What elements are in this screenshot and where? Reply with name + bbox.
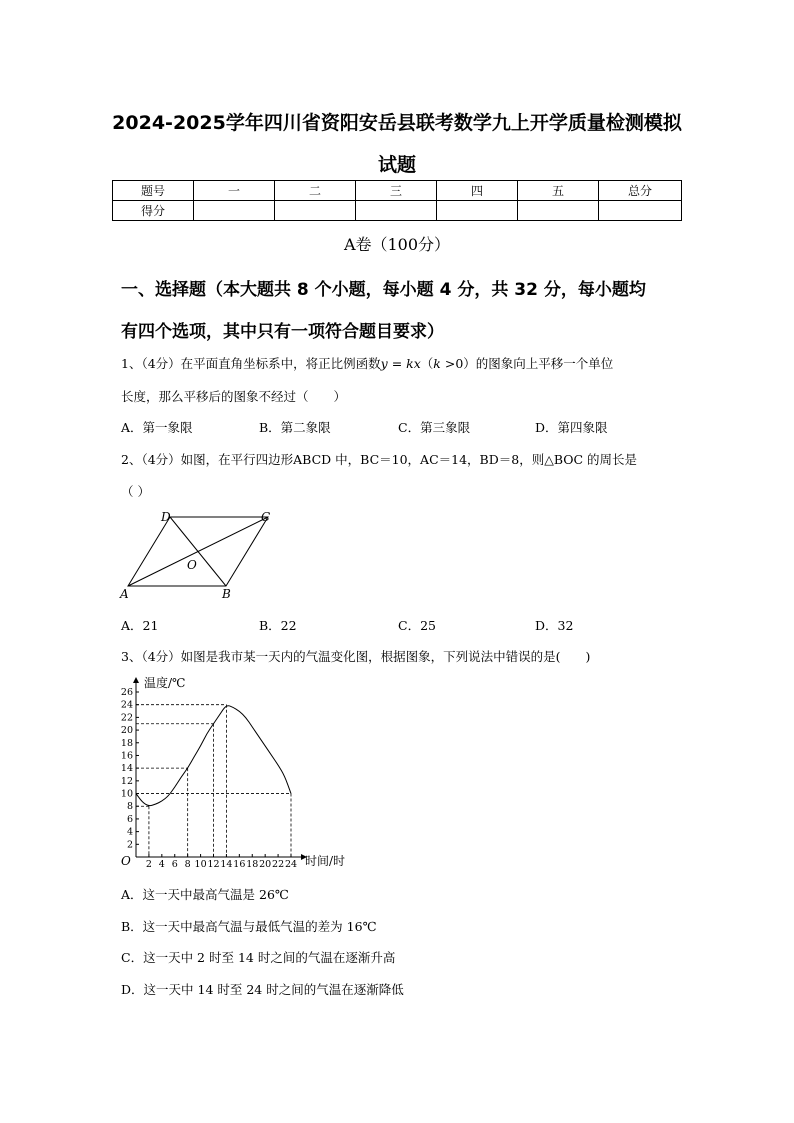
q1-option-d[interactable]: D．第四象限 <box>535 420 608 435</box>
x-tick-label: 24 <box>284 859 298 870</box>
x-axis-label: 时间/时 <box>305 854 346 868</box>
label-b: B <box>222 587 231 601</box>
score-cell: 五 <box>518 181 599 201</box>
score-cell: 三 <box>356 181 437 201</box>
score-entry[interactable] <box>518 201 599 221</box>
x-tick-label: 8 <box>184 859 191 870</box>
score-entry[interactable] <box>599 201 682 221</box>
score-entry[interactable] <box>356 201 437 221</box>
score-cell: 总分 <box>599 181 682 201</box>
y-tick-label: 8 <box>126 801 133 813</box>
score-table-header-row <box>113 181 682 201</box>
q2-line-2: （ ） <box>121 484 150 499</box>
score-cell: 四 <box>437 181 518 201</box>
score-table <box>112 180 682 221</box>
diagonal-bd <box>170 517 226 586</box>
y-axis-label: 温度/℃ <box>144 676 186 690</box>
score-cell: 二 <box>275 181 356 201</box>
x-tick-label: 6 <box>171 859 178 870</box>
y-tick-label: 22 <box>120 712 133 724</box>
x-tick-label: 14 <box>220 859 233 870</box>
score-cell-label: 得分 <box>113 201 194 221</box>
q2-line-1: 2、（4分）如图，在平行四边形ABCD 中，BC＝10，AC＝14，BD＝8，则△BOC 的周长是 <box>121 452 638 467</box>
y-tick-label: 26 <box>120 687 133 698</box>
q2-option-d[interactable]: D．32 <box>535 618 574 633</box>
x-tick-label: 18 <box>246 859 259 870</box>
x-tick-label: 2 <box>145 859 152 870</box>
q3-option-c[interactable]: C．这一天中 2 时至 14 时之间的气温在逐渐升高 <box>121 950 396 965</box>
title-line-2: 试题 <box>377 154 416 176</box>
x-tick-label: 20 <box>259 859 272 870</box>
q2-option-b[interactable]: B．22 <box>259 618 297 633</box>
score-cell: 题号 <box>113 181 194 201</box>
label-d: D <box>161 510 171 524</box>
y-tick-label: 14 <box>120 763 133 775</box>
score-cell: 一 <box>194 181 275 201</box>
q1-cond-rest: >0）的图象向上平移一个单位 <box>440 356 614 371</box>
label-a: A <box>120 587 129 601</box>
part1-heading-line-1: 一、选择题（本大题共 8 个小题，每小题 4 分，共 32 分，每小题均 <box>121 280 646 300</box>
origin-label: O <box>121 854 131 868</box>
score-table-score-row <box>113 201 682 221</box>
title-line-1: 2024-2025学年四川省资阳安岳县联考数学九上开学质量检测模拟 <box>112 112 682 134</box>
q1-line-2: 长度，那么平移后的图象不经过（ ） <box>121 389 347 404</box>
x-tick-label: 12 <box>207 859 220 870</box>
q1-text: 1、（4分）在平面直角坐标系中，将正比例函数 <box>121 356 381 371</box>
q1-formula: y = kx <box>380 356 421 371</box>
part1-heading-line-2: 有四个选项，其中只有一项符合题目要求） <box>121 322 444 342</box>
section-a-heading: A卷（100分） <box>343 235 451 254</box>
y-tick-label: 2 <box>126 839 133 851</box>
q1-line-1 <box>121 354 613 372</box>
temperature-chart <box>110 672 350 872</box>
q3-option-a[interactable]: A．这一天中最高气温是 26℃ <box>121 887 289 902</box>
label-c: C <box>261 510 271 524</box>
score-entry[interactable] <box>437 201 518 221</box>
y-tick-label: 6 <box>126 813 133 825</box>
score-entry[interactable] <box>275 201 356 221</box>
q2-option-c[interactable]: C．25 <box>398 618 436 633</box>
label-o: O <box>187 558 197 572</box>
parallelogram-figure <box>115 505 285 605</box>
y-tick-label: 20 <box>120 725 133 737</box>
q3-option-b[interactable]: B．这一天中最高气温与最低气温的差为 16℃ <box>121 919 377 934</box>
y-tick-label: 4 <box>126 826 133 838</box>
q1-option-c[interactable]: C．第三象限 <box>398 420 471 435</box>
q1-option-a[interactable]: A．第一象限 <box>121 420 193 435</box>
q3-line-1: 3、（4分）如图是我市某一天内的气温变化图，根据图象，下列说法中错误的是( ) <box>121 649 591 664</box>
y-tick-label: 24 <box>120 699 133 711</box>
x-tick-label: 10 <box>194 859 207 870</box>
y-tick-label: 12 <box>120 775 133 787</box>
q3-option-d[interactable]: D．这一天中 14 时至 24 时之间的气温在逐渐降低 <box>121 982 404 997</box>
score-entry[interactable] <box>194 201 275 221</box>
x-tick-label: 4 <box>158 859 165 870</box>
q1-cond-k: k <box>433 356 441 371</box>
q2-option-a[interactable]: A．21 <box>121 618 159 633</box>
x-tick-label: 22 <box>272 859 285 870</box>
x-tick-label: 16 <box>233 859 246 870</box>
y-tick-label: 16 <box>120 750 133 762</box>
y-tick-label: 18 <box>120 737 133 749</box>
y-tick-label: 10 <box>120 788 133 800</box>
q1-cond-open: （ <box>420 356 434 371</box>
q1-option-b[interactable]: B．第二象限 <box>259 420 331 435</box>
